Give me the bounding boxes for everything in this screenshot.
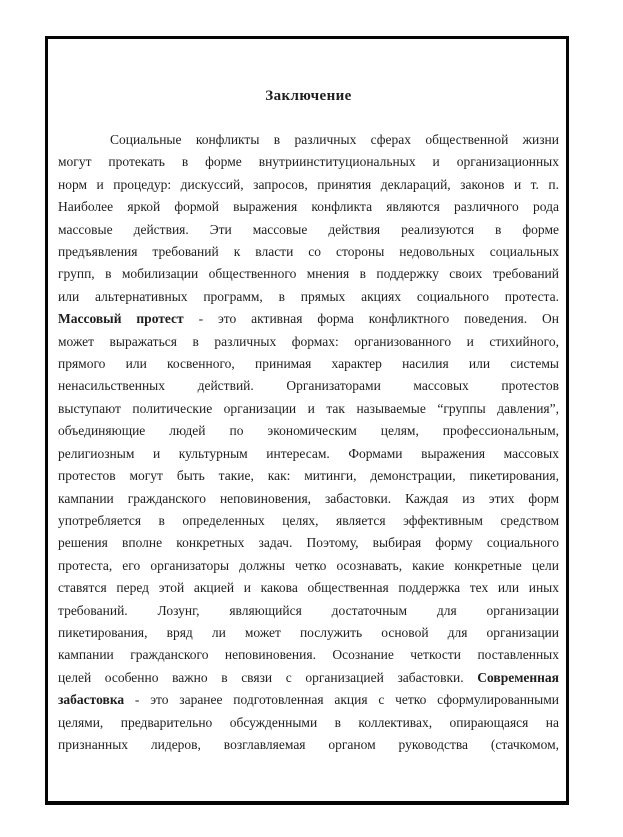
text-segment: религиозным и культурным интересам. Формами выражения массовых — [58, 445, 559, 461]
text-segment: решения вполне конкретных задач. Поэтому, выбирая форму социального — [58, 535, 559, 551]
text-line — [58, 263, 559, 285]
text-segment: норм и процедур: дискуссий, запросов, принятия деклараций, законов и т. п. — [58, 176, 559, 192]
text-segment: прямого или косвенного, принимая характер насилия или системы — [58, 356, 559, 372]
text-line — [58, 600, 559, 622]
text-segment: целями, предварительно обсужденными в коллективах, опирающаяся на — [58, 714, 559, 730]
text-segment: - это заранее подготовленная акция с четко сформулированными — [124, 692, 559, 708]
text-line — [58, 420, 559, 442]
text-segment: признанных лидеров, возглавляемая органом руководства (стачкомом, — [58, 736, 559, 752]
text-segment: массовые действия. Эти массовые действия реализуются в форме — [58, 221, 559, 237]
text-segment: употребляется в определенных целях, является эффективным средством — [58, 512, 559, 528]
text-line — [58, 241, 559, 263]
text-segment: предъявления требований к власти со стороны недовольных социальных — [58, 244, 559, 260]
text-line — [58, 465, 559, 487]
text-segment: или альтернативных программ, в прямых акциях социального протеста. — [58, 288, 559, 304]
text-line — [58, 667, 559, 689]
page-title: Заключение — [265, 88, 352, 104]
text-line — [58, 734, 559, 756]
text-line — [58, 286, 559, 308]
text-line — [58, 644, 559, 666]
body-paragraph — [58, 129, 559, 756]
text-line — [58, 689, 559, 711]
bold-text-segment: Массовый протест — [58, 311, 184, 327]
text-line — [58, 510, 559, 532]
text-segment: пикетирования, вряд ли может послужить основой для организации — [58, 624, 559, 640]
text-segment: протестов могут быть такие, как: митинги, демонстрации, пикетирования, — [58, 468, 559, 484]
text-segment: ненасильственных действий. Организаторами массовых протестов — [58, 378, 559, 394]
text-line — [58, 577, 559, 599]
bold-text-segment: забастовка — [58, 692, 125, 708]
text-line — [58, 196, 559, 218]
text-line — [58, 555, 559, 577]
text-segment: протеста, его организаторы должны четко осознавать, какие конкретные цели — [58, 557, 559, 573]
text-line — [58, 532, 559, 554]
text-segment: кампании гражданского неповиновения. Осознание четкости поставленных — [58, 647, 559, 663]
text-segment: объединяющие людей по экономическим целям, профессиональным, — [58, 423, 559, 439]
text-line — [58, 151, 559, 173]
text-segment: групп, в мобилизации общественного мнения в поддержку своих требований — [58, 266, 559, 282]
text-segment: могут протекать в форме внутриинституциональных и организационных — [58, 154, 559, 170]
text-segment: требований. Лозунг, являющийся достаточным для организации — [58, 602, 559, 618]
text-line — [58, 353, 559, 375]
text-line — [58, 622, 559, 644]
text-line — [58, 331, 559, 353]
text-line — [58, 443, 559, 465]
text-line — [58, 219, 559, 241]
text-line — [58, 712, 559, 734]
text-line — [58, 308, 559, 330]
text-segment: кампании гражданского неповиновения, забастовки. Каждая из этих форм — [58, 490, 559, 506]
text-line — [58, 375, 559, 397]
text-segment: - это активная форма конфликтного поведения. Он — [183, 311, 559, 327]
text-segment: выступают политические организации и так называемые “группы давления”, — [58, 400, 559, 416]
page-content — [58, 39, 559, 756]
text-segment: ставятся перед этой акцией и какова общественная поддержка тех или иных — [58, 580, 559, 596]
text-segment: может выражаться в различных формах: организованного и стихийного, — [58, 333, 559, 349]
text-line — [58, 488, 559, 510]
bold-text-segment: Современная — [477, 669, 559, 685]
text-segment: Наиболее яркой формой выражения конфликта являются различного рода — [58, 199, 559, 215]
text-line — [58, 129, 559, 151]
text-line — [58, 398, 559, 420]
page-border-frame — [45, 36, 569, 805]
text-line — [58, 174, 559, 196]
text-segment: Социальные конфликты в различных сферах общественной жизни — [110, 132, 559, 147]
text-segment: целей особенно важно в связи с организацией забастовки. — [58, 669, 478, 685]
